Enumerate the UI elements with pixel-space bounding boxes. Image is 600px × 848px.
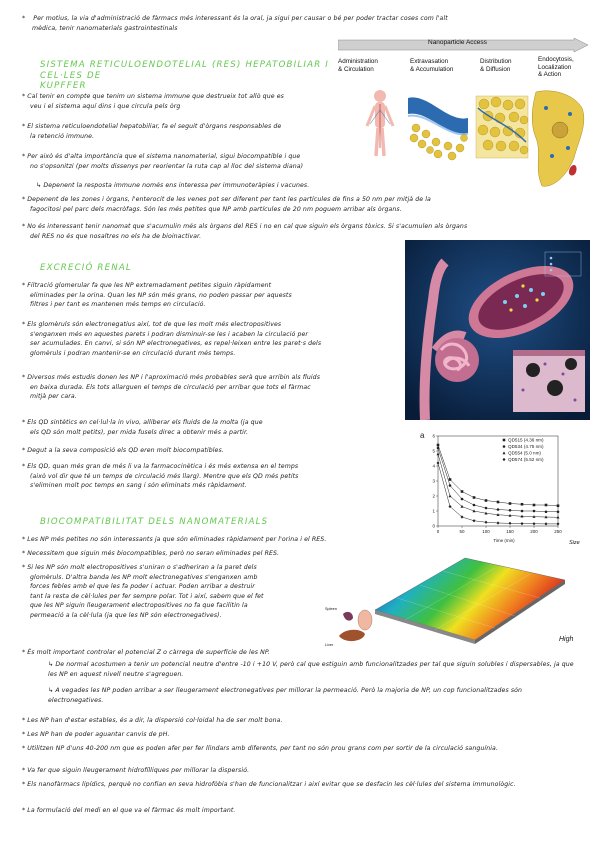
intro-text xyxy=(22,14,582,33)
section1-heading-line1: SISTEMA RETICULOENDOTELIAL (RES) HEPATOBILIAR I CEL·LES DE xyxy=(40,60,330,81)
s2-b1-l1: Filtració glomerular fa que les NP extremadament petites siguin ràpidament xyxy=(27,282,272,289)
kidney-figure-svg xyxy=(405,240,590,420)
bullet-mark: * xyxy=(22,282,28,289)
s1-b5-l2: del RES no és que nosaltres no els ha de bioinactivar. xyxy=(30,232,202,240)
surface-svg xyxy=(325,540,590,650)
section3-bullet-formula xyxy=(22,806,582,816)
s2-b4-l2: els QD són molt petits), per mida fusels direc a obtenir més a partir. xyxy=(30,428,249,436)
s3-hydro: Va fer que siguin lleugerament hidrofílliques per millorar la dispersió. xyxy=(27,767,250,774)
data-point xyxy=(437,461,440,464)
stage-2-line1: Extravasation xyxy=(410,58,449,65)
data-point xyxy=(497,501,500,504)
legend-label: QD515 (4.36 nm) xyxy=(508,437,544,443)
s2-b5-l1: Degut a la seva composició els QD eren molt biocompatibles. xyxy=(27,447,224,454)
data-point xyxy=(533,522,536,525)
section2-bullet-2 xyxy=(22,320,402,358)
data-point xyxy=(521,503,524,506)
data-point xyxy=(521,510,524,513)
section2-bullet-6 xyxy=(22,462,452,491)
sub-arrow-mark: ↳ xyxy=(48,661,56,668)
s1-b1-l1: Cal tenir en compte que tenim un sistema immune que destrueix tot allò que es xyxy=(27,93,284,100)
data-point xyxy=(437,447,440,450)
section2-bullet-3 xyxy=(22,373,402,402)
data-point xyxy=(557,510,560,513)
section2-bullet-4 xyxy=(22,418,402,437)
spleen-icon xyxy=(343,612,353,621)
bullet-mark: * xyxy=(22,419,28,426)
legend-marker xyxy=(503,458,506,461)
s3-b1-l1: Les NP més petites no són interessants ja que són eliminades ràpidament per l'orina i el RES. xyxy=(27,536,327,543)
y-tick-label: 3 xyxy=(432,478,435,484)
bullet-mark: * xyxy=(22,649,28,656)
data-point xyxy=(485,507,488,510)
y-tick-label: 1 xyxy=(432,508,435,514)
s2-b2-l3: ser acumulades. En canvi, si són NP electronegatives, es repel·leixen entre les paret·s dels xyxy=(30,340,322,348)
x-tick-label: 150 xyxy=(506,529,514,534)
y-tick-label: 2 xyxy=(432,493,435,499)
x-tick-label: 100 xyxy=(482,529,490,534)
s1-b2-l1: El sistema reticuloendotelial hepatobiliar, fa el seguit d'òrgans responsables de xyxy=(27,123,282,130)
section1-bullet-5 xyxy=(22,222,582,241)
section1-bullet-1 xyxy=(22,92,342,111)
glomerulus-ball xyxy=(435,338,479,382)
nanoparticle-access-figure xyxy=(338,38,588,198)
section3-zeta-bullet xyxy=(22,648,582,658)
data-point xyxy=(473,504,476,507)
liver-label: Liver xyxy=(325,643,334,647)
s3-zeta: És molt important controlar el potencial Z o càrrega de superfície de les NP. xyxy=(27,649,270,656)
bullet-mark: * xyxy=(22,374,28,381)
kidney-icon xyxy=(358,610,372,630)
bullet-mark: * xyxy=(22,321,28,328)
y-tick-label: 0 xyxy=(432,523,435,529)
legend-marker xyxy=(503,445,506,448)
s2-b1-l3: filtres i per tant es mantenen més temps en circulació. xyxy=(30,301,206,309)
chart-svg xyxy=(418,428,590,544)
section1-subarrow xyxy=(36,181,576,191)
vessel-section xyxy=(513,350,585,412)
s2-b3-l2: en baixa durada. Els tots allarguen el temps de circulació per arribar que tots el fàrmac xyxy=(30,383,311,391)
stage-1-line2: & Circulation xyxy=(338,65,374,73)
x-tick-label: 200 xyxy=(530,529,538,534)
data-point xyxy=(545,522,548,525)
bullet-mark: * xyxy=(22,463,28,470)
bullet-mark: * xyxy=(22,564,28,571)
bullet-mark: * xyxy=(22,123,28,130)
section1-heading-line2: KUPFFER xyxy=(40,81,87,92)
bullet-mark: * xyxy=(22,745,28,752)
data-point xyxy=(461,498,464,501)
stage-3-line1: Distribution xyxy=(480,58,512,65)
nanoparticle-access-label: Nanoparticle Access xyxy=(428,39,487,46)
stage-3-line2: & Diffusion xyxy=(480,65,511,73)
legend-marker xyxy=(503,439,506,442)
intro-line-2: mèdica, tenir nanomaterials gastrointestinals xyxy=(32,24,178,32)
data-point xyxy=(437,444,440,447)
s3-b2-l1: Necessitem que siguin més biocompatibles, però no seran eliminades pel RES. xyxy=(27,550,280,557)
stage-extravasation-label xyxy=(410,58,472,73)
s1-b1-l2: veu i el sistema aquí dins i que circula pels òrg xyxy=(30,102,181,110)
endocytosis-illustration xyxy=(532,91,584,186)
stage-4-line2: Localization xyxy=(538,63,572,71)
intro-line-1: Per motius, la via d'administració de fàrmacs més interessant és la oral, ja sigui per causar o bé per poder tractar coses com l'alt xyxy=(33,15,448,22)
s3-b3-l5: que les NP siguin lleugerament electropositives no fa que facilitin la xyxy=(30,602,248,610)
section3-bullet-lipid xyxy=(22,780,592,790)
data-point xyxy=(485,499,488,502)
legend-marker xyxy=(503,451,506,454)
s1-b2-l2: la retenció immune. xyxy=(30,132,95,140)
chart-xlabel: Time (min) xyxy=(493,538,515,543)
stage-4-line3: & Action xyxy=(538,71,562,79)
s2-b2-l1: Els glomèruls són electronegatius així, tot de que les molt més electropositives xyxy=(27,321,282,328)
bullet-mark: * xyxy=(22,731,28,738)
section2-heading: EXCRECIÓ RENAL xyxy=(40,263,132,273)
data-point xyxy=(557,504,560,507)
section3-bullet-hydro xyxy=(22,766,582,776)
data-point xyxy=(545,504,548,507)
s1-b3-l1: Per això és d'alta importància que el sistema nanomaterial, sigui biocompatible i que xyxy=(27,153,301,160)
s3-b3-l1: Si les NP són molt electropositives s'uniran o s'adheriran a la paret dels xyxy=(27,564,257,571)
data-point xyxy=(437,452,440,455)
section3-bullet-stable xyxy=(22,716,582,726)
chart-panel-label: a xyxy=(420,431,425,440)
section3-subnote-a xyxy=(48,660,578,679)
bullet-mark: * xyxy=(22,223,28,230)
s3-b3-l3: forces febles amb el que les fa poder i actuar. Poden arribar a destruir xyxy=(30,583,255,591)
bullet-mark: * xyxy=(22,196,28,203)
s2-b2-l2: s'enganxen més en aquestes parets i podran disminuir-se les i acaben la circulació per xyxy=(30,330,309,338)
section3-bullet-size xyxy=(22,744,592,754)
bullet-mark: * xyxy=(22,550,28,557)
s2-b3-l1: Diversos més estudis donen les NP i l'aproximació més probables serà que arribin als fluids xyxy=(27,374,321,381)
stage-4-line1: Endocytosis, xyxy=(538,56,574,63)
section3-bullet-3 xyxy=(22,563,322,621)
data-point xyxy=(557,522,560,525)
data-point xyxy=(497,521,500,524)
data-point xyxy=(545,510,548,513)
s3-b3-l4: tant la resta de cèl·lules per fer sempre polar. Tot i així, sabem que el fet xyxy=(30,592,264,600)
section3-heading: BIOCOMPATIBILITAT DELS NANOMATERIALS xyxy=(40,517,269,527)
s1-b4-l2: fagocitosi pel parc dels macròfags. Són les més petites que NP amb partícules de 20 nm poguem arribar als òrgans. xyxy=(30,205,402,213)
s3-b3-l6: permeació a la cèl·lula (ja que les NP són electronegatives). xyxy=(30,612,222,620)
data-point xyxy=(473,496,476,499)
data-point xyxy=(533,510,536,513)
data-point xyxy=(533,504,536,507)
section1-bullet-2 xyxy=(22,122,342,141)
chart-frame xyxy=(438,436,558,526)
y-tick-label: 5 xyxy=(432,448,435,454)
data-point xyxy=(461,490,464,493)
data-point xyxy=(473,519,476,522)
s3-subnote-a: De normal acostumen a tenir un potencial neutre d'entre -10 i +10 V, però cal que estiguin amb funcionalitzades per tal que siguin solubles i dispersables, ja que les NP en aquest nivell neutre s'agreguen. xyxy=(48,661,574,678)
legend-label: QD534 (4.75 nm) xyxy=(508,444,544,450)
section3-bullet-ph xyxy=(22,730,582,740)
s2-b2-l4: glomèruls i podran mantenir-se en circulació durant més temps. xyxy=(30,349,236,357)
bullet-mark: * xyxy=(22,807,28,814)
bullet-mark: * xyxy=(22,447,28,454)
bullet-mark: * xyxy=(22,93,28,100)
distribution-illustration xyxy=(476,96,528,158)
surface-high-label: High xyxy=(559,636,574,643)
sub-arrow-mark: ↳ xyxy=(36,182,44,189)
bullet-mark: * xyxy=(22,781,28,788)
kidney-glomerulus-figure xyxy=(405,240,590,420)
s2-b6-l3: s'eliminen molt poc temps en sang i són eliminats més ràpidament. xyxy=(30,482,247,490)
s1-sub-arrow: Depenent la resposta immune només ens interessa per immunoteràpies i vacunes. xyxy=(43,182,310,189)
s3-b3-l2: glomèruls. D'altra banda les NP molt electronegatives s'enganxen amb xyxy=(30,573,258,581)
s3-subnote-b: A vegades les NP poden arribar a ser lleugerament electronegatives per millorar la permeació. Però la majoria de NP, un cop funcionalitzades són electronegatives. xyxy=(48,687,523,704)
bullet-mark: * xyxy=(22,717,28,724)
section2-bullet-5 xyxy=(22,446,402,456)
section2-bullet-1 xyxy=(22,281,402,310)
s2-b1-l2: eliminades per la orina. Quan les NP són més grans, no poden passar per aquests xyxy=(30,291,292,299)
stage-1-line1: Administration xyxy=(338,58,378,65)
s3-formula: La formulació del medi en el que va el fàrmac és molt important. xyxy=(27,807,236,814)
qd-blood-concentration-chart xyxy=(418,428,590,544)
data-point xyxy=(449,484,452,487)
stage-administration-label xyxy=(338,58,398,73)
s2-b4-l1: Els QD sintètics en cel·lul·la in vivo, alliberar els fluids de la molta (ja que xyxy=(27,419,263,426)
y-tick-label: 4 xyxy=(432,463,435,469)
bullet-mark: * xyxy=(22,767,28,774)
x-tick-label: 50 xyxy=(459,529,465,534)
x-tick-label: 0 xyxy=(436,529,440,534)
data-point xyxy=(449,478,452,481)
s3-size: Utilitzen NP d'uns 40-200 nm que es poden afer per fer llindars amb diferents, per tant no són prou grans com per sortir de la circulació sanguínia. xyxy=(27,745,499,752)
s3-stable: Les NP han d'estar estables, és a dir, la dispersió col·loidal ha de ser molt bona. xyxy=(27,717,283,724)
legend-label: QD574 (5.52 nm) xyxy=(508,457,544,463)
liver-icon xyxy=(339,630,365,641)
s1-b3-l2: no s'opsonitzi (per molts dissenys per reorientar la ruta cap al lloc del sistema diana) xyxy=(30,162,304,170)
section3-subnote-b xyxy=(48,686,578,705)
s1-b5-l1: No és interessant tenir nanomat que s'acumulin més als òrgans del RES i no en cal que siguin els òrgans tòxics. Si s'acumulen als òrgans xyxy=(27,223,468,230)
s2-b6-l1: Els QD, quan més gran de més li va la farmacocinètica i és més extensa en el temps xyxy=(27,463,299,470)
stage-distribution-label xyxy=(480,58,536,73)
s1-b4-l1: Depenent de les zones i òrgans, l'enterocit de les venes pot ser diferent per tant les partícules de fins a 50 nm per mitjà de la xyxy=(27,196,431,203)
data-point xyxy=(485,521,488,524)
data-point xyxy=(509,502,512,505)
biodistribution-surface-figure xyxy=(325,540,590,650)
sub-arrow-mark: ↳ xyxy=(48,687,56,694)
section1-bullet-4 xyxy=(22,195,582,214)
s3-ph: Les NP han de poder aguantar canvis de pH. xyxy=(27,731,170,738)
surface-top-label: Size xyxy=(569,540,580,546)
stage-endocytosis-label xyxy=(538,56,592,79)
s3-lipid: Els nanofàrmacs lipídics, perquè no confian en seva hidrofòbia s'han de funcionalitzar i així evitar que se desfacin les cèl·lules del sistema immunològic. xyxy=(27,781,516,788)
section1-heading xyxy=(40,60,330,92)
spleen-label: Spleen xyxy=(325,607,337,611)
human-body-illustration xyxy=(367,90,393,156)
data-point xyxy=(509,522,512,525)
data-point xyxy=(497,508,500,511)
section1-bullet-3 xyxy=(22,152,352,171)
bullet-mark: * xyxy=(22,153,28,160)
data-point xyxy=(449,494,452,497)
extravasation-illustration xyxy=(408,97,468,160)
stage-2-line2: & Accumulation xyxy=(410,65,454,73)
x-tick-label: 250 xyxy=(554,529,562,534)
s2-b6-l2: (això vol dir que té un temps de circulació més llarg). Mentre que els QD més petits xyxy=(30,472,299,480)
s2-b3-l3: mitjà per cara. xyxy=(30,393,77,401)
legend-label: QD554 (5.0 nm) xyxy=(508,450,541,456)
bullet-mark: * xyxy=(22,536,28,543)
y-tick-label: 6 xyxy=(432,433,435,439)
intro-bullet: * xyxy=(22,15,26,22)
data-point xyxy=(509,509,512,512)
data-point xyxy=(521,522,524,525)
